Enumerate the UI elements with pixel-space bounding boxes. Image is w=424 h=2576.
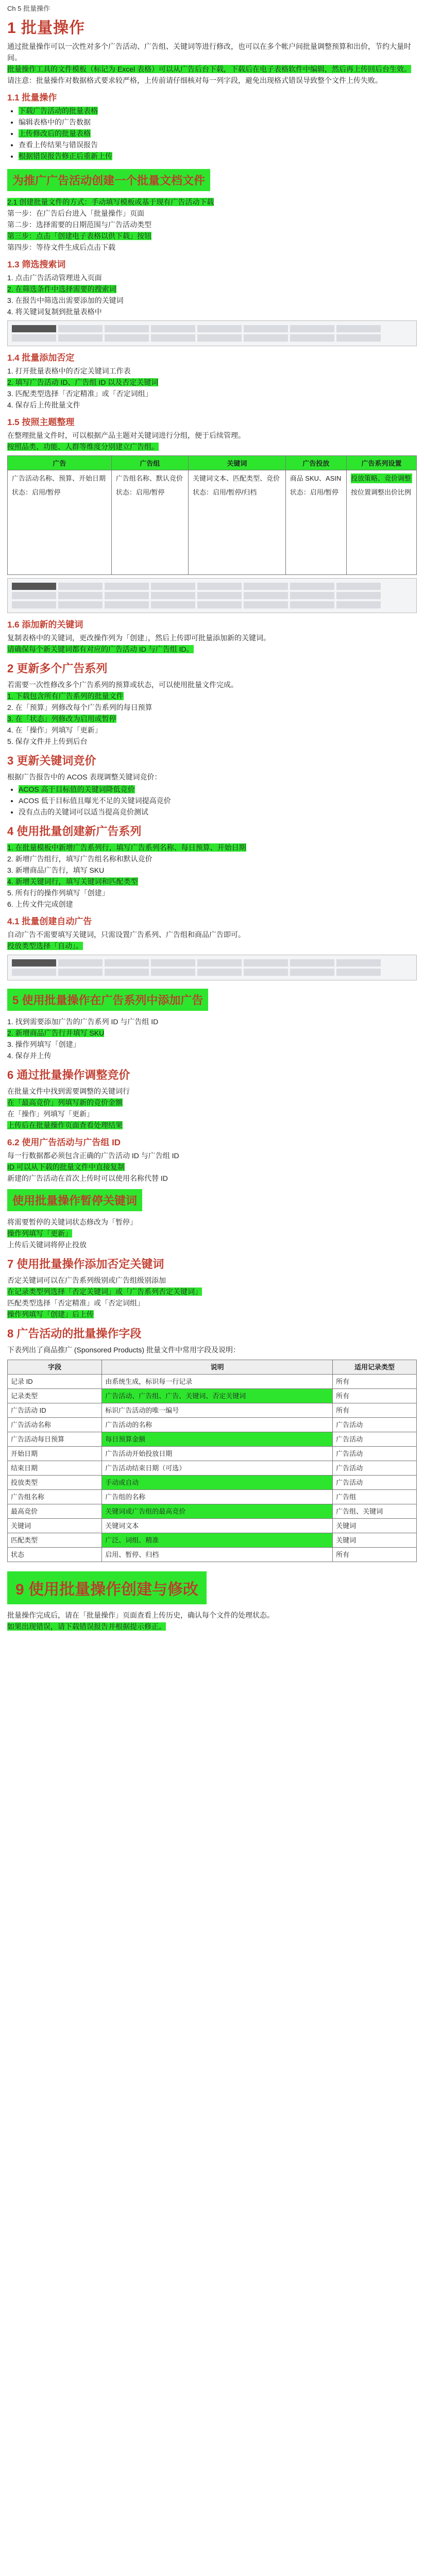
list-item: • 编辑表格中的广告数据	[19, 116, 417, 128]
section-heading: 1.5 按照主题整理	[7, 417, 75, 427]
list-item: • 查看上传结果与错误报告	[19, 139, 417, 150]
list-item: • ACOS 高于目标值的关键词降低竞价	[19, 784, 417, 795]
text-line: ID 可以从下载的批量文件中直接复制	[7, 1163, 125, 1171]
text-line: 投放类型选择「自动」。	[7, 942, 83, 950]
section-banner: 为推广广告活动创建一个批量文档文件	[7, 169, 210, 191]
text-line: 在「操作」列填写「更新」	[7, 1110, 94, 1118]
table-row: 关键词 关键词文本 关键词	[8, 1519, 417, 1533]
table-row: 记录 ID 由系统生成，标识每一行记录 所有	[8, 1375, 417, 1389]
text-line: 1. 点击广告活动管理进入页面	[7, 274, 102, 282]
text-line: 6. 上传文件完成创建	[7, 900, 73, 908]
screenshot-placeholder	[7, 578, 417, 613]
section-heading: 1.4 批量添加否定	[7, 353, 75, 363]
column-header: 广告	[8, 456, 112, 470]
section-heading: 4 使用批量创建新广告系列	[7, 825, 142, 838]
text-line: 3. 匹配类型选择「否定精准」或「否定词组」	[7, 389, 152, 398]
list-item: • 没有点击的关键词可以适当提高竞价测试	[19, 806, 417, 818]
text-line: 4. 将关键词复制到批量表格中	[7, 308, 102, 316]
text-line: 请确保每个新关键词都有对应的广告活动 ID 与广告组 ID。	[7, 645, 194, 653]
table-cell: 关键词文本、匹配类型、竞价 状态：启用/暂停/归档	[189, 470, 286, 575]
table-cell: 广告组名称、默认竞价 状态：启用/暂停	[111, 470, 188, 575]
text-line: 2. 在「预算」列修改每个广告系列的每日预算	[7, 703, 152, 711]
text-line: 第四步：等待文件生成后点击下载	[7, 243, 115, 251]
highlight-text: 批量操作工具的文件模板（标记为 Excel 表格）可以从广告后台下载，下载后在电子表格软件中编辑，然后再上传回后台生效。	[7, 65, 412, 73]
column-header: 广告投放	[285, 456, 346, 470]
section-heading: 7 使用批量操作添加否定关键词	[7, 1258, 164, 1270]
table-cell: 商品 SKU、ASIN 状态：启用/暂停	[285, 470, 346, 575]
breadcrumb: Ch 5 批量操作	[7, 5, 50, 12]
text-line: 复制表格中的关键词，更改操作列为「创建」，然后上传即可批量添加新的关键词。	[7, 634, 270, 642]
text-line: 上传后关键词将停止投放	[7, 1241, 87, 1249]
text-line: 在「最高竞价」列填写新的竞价金额	[7, 1098, 123, 1107]
text-line: 3. 新增商品广告行，填写 SKU	[7, 866, 105, 874]
bid-rules-list	[19, 784, 417, 818]
section-heading: 1.1 批量操作	[7, 93, 57, 103]
text-line: 1. 找到需要添加广告的广告系列 ID 与广告组 ID	[7, 1018, 159, 1026]
section-heading: 1.3 筛选搜索词	[7, 260, 66, 269]
text-line: 根据广告报告中的 ACOS 表现调整关键词竞价：	[7, 773, 162, 781]
text-line: 在整理批量文件时，可以根据产品主题对关键词进行分组，便于后续管理。	[7, 431, 245, 439]
section-heading: 2 更新多个广告系列	[7, 662, 108, 675]
text-line: 匹配类型选择「否定精准」或「否定词组」	[7, 1299, 144, 1307]
intro-paragraph: 请注意：批量操作对数据格式要求较严格，上传前请仔细核对每一列字段，避免出现格式错误导致整个文件上传失败。	[7, 76, 382, 84]
text-line: 在批量文件中找到需要调整的关键词行	[7, 1087, 130, 1095]
text-line: 第二步：选择需要的日期范围与广告活动类型	[7, 221, 151, 229]
intro-paragraph	[7, 63, 417, 75]
bulk-steps-list	[19, 105, 417, 162]
list-item: • ACOS 低于目标值且曝光不足的关键词提高竞价	[19, 795, 417, 806]
intro-paragraph: 通过批量操作可以一次性对多个广告活动、广告组、关键词等进行修改，也可以在多个帐户间批量调整预算和出价，节约大量时间。	[7, 42, 411, 62]
text-line: 4. 在「操作」列填写「更新」	[7, 726, 102, 734]
text-line: 操作列填写「创建」后上传	[7, 1310, 94, 1318]
table-row: 结束日期 广告活动结束日期（可选） 广告活动	[8, 1461, 417, 1476]
text-line: 1. 下载包含所有广告系列的批量文件	[7, 692, 124, 700]
table-row: 广告组名称 广告组的名称 广告组	[8, 1490, 417, 1504]
text-line: 5. 保存文件并上传到后台	[7, 737, 88, 745]
text-line: 4. 保存并上传	[7, 1052, 52, 1060]
text-line: 如果出现错误，请下载错误报告并根据提示修正。	[7, 1622, 166, 1631]
column-header: 适用记录类型	[333, 1360, 417, 1375]
section-heading: 4.1 批量创建自动广告	[7, 917, 92, 926]
table-row: 广告活动 ID 标识广告活动的唯一编号 所有	[8, 1403, 417, 1418]
text-line: 1. 在批量模板中新增广告系列行，填写广告系列名称、每日预算、开始日期	[7, 843, 246, 852]
fields-table	[7, 1360, 417, 1562]
table-row: 匹配类型 广泛、词组、精准 关键词	[8, 1533, 417, 1548]
text-line: 3. 在报告中筛选出需要添加的关键词	[7, 296, 124, 304]
text-line: 5. 所有行的操作列填写「创建」	[7, 889, 109, 897]
text-line: 第一步：在广告后台进入「批量操作」页面	[7, 209, 144, 217]
text-line: 1. 打开批量表格中的否定关键词工作表	[7, 367, 131, 375]
section-banner: 5 使用批量操作在广告系列中添加广告	[7, 989, 208, 1011]
column-header: 关键词	[189, 456, 286, 470]
text-line: 2.1 创建批量文件的方式：手动填写模板或基于现有广告活动下载	[7, 198, 214, 206]
screenshot-placeholder	[7, 320, 417, 346]
section-banner: 使用批量操作暂停关键词	[7, 1189, 142, 1211]
section-heading: 8 广告活动的批量操作字段	[7, 1327, 142, 1340]
text-line: 3. 操作列填写「创建」	[7, 1040, 80, 1048]
section-banner: 9 使用批量操作创建与修改	[7, 1571, 207, 1604]
text-line: 自动广告不需要填写关键词，只需设置广告系列、广告组和商品广告即可。	[7, 930, 245, 939]
column-header: 广告系列设置	[347, 456, 417, 470]
table-row: 开始日期 广告活动开始投放日期 广告活动	[8, 1447, 417, 1461]
table-row: 投放类型 手动或自动 广告活动	[8, 1476, 417, 1490]
text-line: 上传后在批量操作页面查看处理结果	[7, 1121, 123, 1129]
text-line: 按照品类、功能、人群等维度分别建立广告组。	[7, 443, 159, 451]
text-line: 2. 在筛选条件中选择需要的搜索词	[7, 285, 116, 293]
text-line: 否定关键词可以在广告系列级别或广告组级别添加	[7, 1276, 166, 1284]
text-line: 4. 保存后上传批量文件	[7, 401, 80, 409]
table-row: 记录类型 广告活动、广告组、广告、关键词、否定关键词 所有	[8, 1389, 417, 1403]
table-cell: 投放策略、竞价调整 按位置调整出价比例	[347, 470, 417, 575]
column-header: 广告组	[111, 456, 188, 470]
list-item: • 下载广告活动的批量表格	[19, 105, 417, 116]
text-line: 批量操作完成后，请在「批量操作」页面查看上传历史，确认每个文件的处理状态。	[7, 1611, 274, 1619]
structure-table	[7, 455, 417, 575]
table-row: 最高竞价 关键词或广告组的最高竞价 广告组、关键词	[8, 1504, 417, 1519]
table-row: 广告活动名称 广告活动的名称 广告活动	[8, 1418, 417, 1432]
page-title: 1 批量操作	[7, 20, 86, 37]
text-line: 下表列出了商品推广 (Sponsored Products) 批量文件中常用字段及说明：	[7, 1346, 240, 1354]
text-line: 2. 新增商品广告行并填写 SKU	[7, 1029, 105, 1037]
column-header: 字段	[8, 1360, 102, 1375]
text-line: 第三步：点击「创建电子表格以供下载」按钮	[7, 232, 151, 240]
section-heading: 3 更新关键词竞价	[7, 754, 96, 767]
text-line: 2. 填写广告活动 ID、广告组 ID 以及否定关键词	[7, 378, 159, 386]
text-line: 新建的广告活动在首次上传时可以使用名称代替 ID	[7, 1174, 168, 1182]
text-line: 每一行数据都必须包含正确的广告活动 ID 与广告组 ID	[7, 1151, 179, 1160]
column-header: 说明	[102, 1360, 333, 1375]
text-line: 在记录类型列选择「否定关键词」或「广告系列否定关键词」	[7, 1287, 202, 1296]
text-line: 若需要一次性修改多个广告系列的预算或状态，可以使用批量文件完成。	[7, 681, 238, 689]
text-line: 2. 新增广告组行，填写广告组名称和默认竞价	[7, 855, 152, 863]
screenshot-placeholder	[7, 955, 417, 980]
section-heading: 1.6 添加新的关键词	[7, 620, 83, 630]
text-line: 4. 新增关键词行，填写关键词和匹配类型	[7, 877, 138, 886]
table-row: 状态 启用、暂停、归档 所有	[8, 1548, 417, 1562]
section-heading: 6 通过批量操作调整竞价	[7, 1069, 130, 1081]
text-line: 操作列填写「更新」	[7, 1229, 72, 1238]
section-heading: 6.2 使用广告活动与广告组 ID	[7, 1138, 121, 1147]
list-item: • 根据错误报告修正后重新上传	[19, 150, 417, 162]
table-row: 广告活动每日预算 每日预算金额 广告活动	[8, 1432, 417, 1447]
table-cell: 广告活动名称、预算、开始日期 状态：启用/暂停	[8, 470, 112, 575]
text-line: 将需要暂停的关键词状态修改为「暂停」	[7, 1218, 137, 1226]
text-line: 3. 在「状态」列修改为启用或暂停	[7, 715, 116, 723]
list-item: • 上传修改后的批量表格	[19, 128, 417, 139]
